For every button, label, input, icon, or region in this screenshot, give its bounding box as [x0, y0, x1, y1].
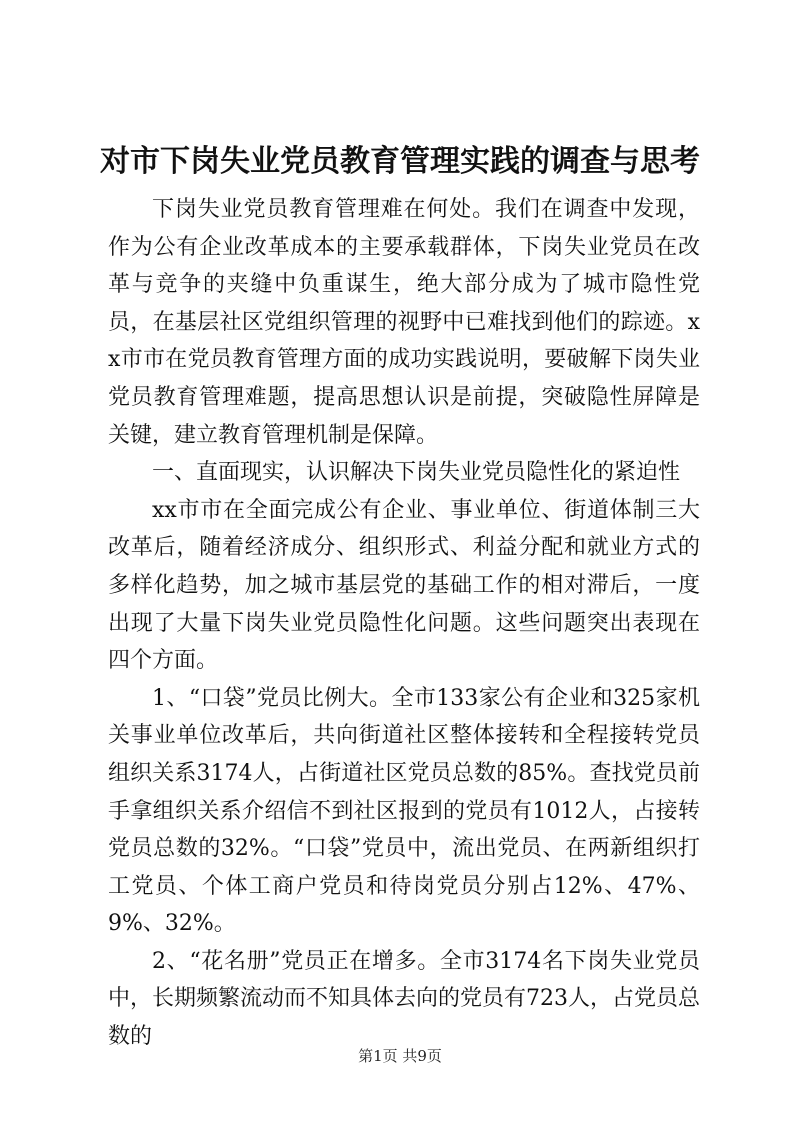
paragraph-intro: 下岗失业党员教育管理难在何处。我们在调查中发现，作为公有企业改革成本的主要承载群体，下岗失业党员在改革与竞争的夹缝中负重谋生，绝大部分成为了城市隐性党员，在基层社区党组织管理的视野中已难找到他们的踪迹。xx市市在党员教育管理方面的成功实践说明，要破解下岗失业党员教育管理难题，提高思想认识是前提，突破隐性屏障是关键，建立教育管理机制是保障。: [108, 197, 700, 448]
paragraph-background: xx市市在全面完成公有企业、事业单位、街道体制三大改革后，随着经济成分、组织形式、利益分配和就业方式的多样化趋势，加之城市基层党的基础工作的相对滞后，一度出现了大量下岗失业党员隐性化问题。这些问题突出表现在四个方面。: [108, 497, 700, 674]
document-title: 对市下岗失业党员教育管理实践的调查与思考: [100, 144, 700, 179]
paragraph-point-2: 2、“花名册”党员正在增多。全市3174名下岗失业党员中，长期频繁流动而不知具体去向的党员有723人，占党员总数的: [108, 948, 700, 1050]
page-footer: 第1页 共9页: [358, 1047, 442, 1065]
paragraph-point-1: 1、“口袋”党员比例大。全市133家公有企业和325家机关事业单位改革后，共向街道社区整体接转和全程接转党员组织关系3174人，占街道社区党员总数的85%。查找党员前手拿组织关系介绍信不到社区报到的党员有1012人，占接转党员总数的32%。“口袋”党员中，流出党员、在两新组织打工党员、个体工商户党员和待岗党员分别占12%、47%、9%、32%。: [108, 685, 700, 937]
paragraph-section-heading: 一、直面现实，认识解决下岗失业党员隐性化的紧迫性: [152, 460, 681, 486]
document-body: [108, 191, 700, 1056]
